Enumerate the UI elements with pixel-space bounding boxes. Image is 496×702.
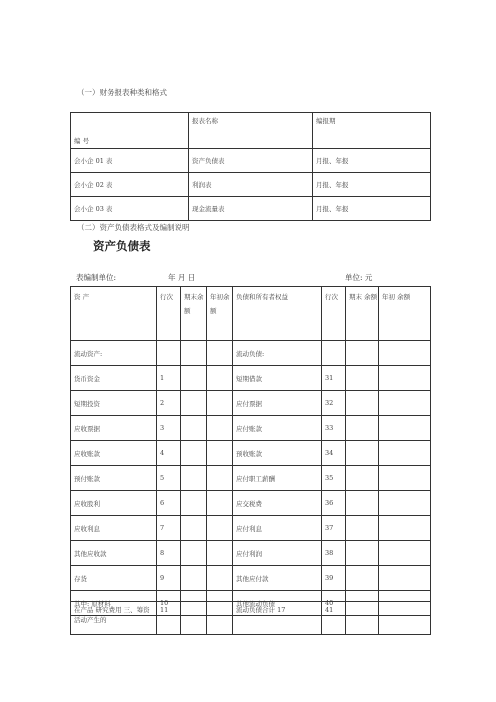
liability-cell: 其他应付款 bbox=[233, 566, 322, 591]
header-end-balance: 期末余额 bbox=[181, 287, 207, 341]
end-balance2-cell[interactable] bbox=[346, 416, 379, 441]
end-balance2-cell[interactable] bbox=[346, 541, 379, 566]
table-row bbox=[71, 491, 431, 516]
row-name: 资产负债表 bbox=[189, 149, 313, 173]
row-name: 现金流量表 bbox=[189, 197, 313, 221]
end-balance2-cell[interactable] bbox=[346, 366, 379, 391]
header-name: 报表名称 bbox=[189, 113, 313, 149]
asset-cell: 应收票据 bbox=[71, 416, 157, 441]
header-end-balance2: 期末 余额 bbox=[346, 287, 379, 341]
line-cell: 6 bbox=[157, 491, 181, 516]
line2-cell: 37 bbox=[322, 516, 346, 541]
line-cell: 8 bbox=[157, 541, 181, 566]
table-row bbox=[71, 602, 431, 635]
liability-cell: 应付利润 bbox=[233, 541, 322, 566]
end-balance2-cell[interactable] bbox=[346, 602, 379, 635]
asset-cell: 流动资产: bbox=[71, 341, 157, 366]
liability-cell: 短期借款 bbox=[233, 366, 322, 391]
liability-cell: 应付票据 bbox=[233, 391, 322, 416]
asset-cell: 其他应收款 bbox=[71, 541, 157, 566]
row-period: 月报、年报 bbox=[313, 197, 431, 221]
section2-title: （二）资产负债表格式及编制说明 bbox=[77, 223, 190, 232]
header-period: 编报期 bbox=[313, 113, 431, 149]
liability-cell: 应付利息 bbox=[233, 516, 322, 541]
begin-balance-cell[interactable] bbox=[207, 491, 233, 516]
table-row bbox=[71, 341, 431, 366]
line2-cell: 41 bbox=[322, 602, 346, 635]
asset-cell: 应收股利 bbox=[71, 491, 157, 516]
begin-balance2-cell[interactable] bbox=[379, 416, 431, 441]
section1-title: （一）财务报表种类和格式 bbox=[77, 88, 167, 97]
row-period: 月报、年报 bbox=[313, 173, 431, 197]
currency-label: 单位: 元 bbox=[345, 273, 373, 282]
begin-balance-cell[interactable] bbox=[207, 541, 233, 566]
liability-cell: 流动负债: bbox=[233, 341, 322, 366]
line-cell: 9 bbox=[157, 566, 181, 591]
row-name: 利润表 bbox=[189, 173, 313, 197]
header-code: 编 号 bbox=[71, 113, 189, 149]
row-code: 会小企 03 表 bbox=[71, 197, 189, 221]
end-balance2-cell[interactable] bbox=[346, 491, 379, 516]
line2-cell: 31 bbox=[322, 366, 346, 391]
liability-cell: 流动负债合计 17 bbox=[233, 602, 322, 635]
end-balance-cell[interactable] bbox=[181, 416, 207, 441]
end-balance2-cell[interactable] bbox=[346, 466, 379, 491]
line-cell bbox=[157, 341, 181, 366]
line-cell: 1 bbox=[157, 366, 181, 391]
begin-balance-cell[interactable] bbox=[207, 602, 233, 635]
line-cell: 5 bbox=[157, 466, 181, 491]
end-balance-cell[interactable] bbox=[181, 441, 207, 466]
table-row bbox=[71, 541, 431, 566]
line2-cell: 32 bbox=[322, 391, 346, 416]
end-balance2-cell[interactable] bbox=[346, 391, 379, 416]
begin-balance-cell[interactable] bbox=[207, 416, 233, 441]
row-period: 月报、年报 bbox=[313, 149, 431, 173]
liability-cell: 预收账款 bbox=[233, 441, 322, 466]
table-row bbox=[71, 149, 431, 173]
begin-balance2-cell[interactable] bbox=[379, 366, 431, 391]
asset-cell: 应收账款 bbox=[71, 441, 157, 466]
liability-cell: 其他流动负债 bbox=[233, 591, 322, 616]
line-cell: 7 bbox=[157, 516, 181, 541]
liability-cell: 应付账款 bbox=[233, 416, 322, 441]
line2-cell bbox=[322, 341, 346, 366]
asset-cell: 预付账款 bbox=[71, 466, 157, 491]
table-row bbox=[71, 441, 431, 466]
line-cell: 4 bbox=[157, 441, 181, 466]
end-balance2-cell[interactable] bbox=[346, 566, 379, 591]
table-row bbox=[71, 516, 431, 541]
begin-balance-cell[interactable] bbox=[207, 366, 233, 391]
end-balance2-cell[interactable] bbox=[346, 341, 379, 366]
date-label: 年 月 日 bbox=[168, 273, 196, 282]
row-code: 会小企 01 表 bbox=[71, 149, 189, 173]
asset-cell: 其中: 原材料 bbox=[71, 591, 157, 616]
line-cell: 3 bbox=[157, 416, 181, 441]
end-balance-cell[interactable] bbox=[181, 366, 207, 391]
asset-cell: 货币资金 bbox=[71, 366, 157, 391]
begin-balance-cell[interactable] bbox=[207, 391, 233, 416]
asset-cell: 在产品 研究费用 三、筹资活动产生的 bbox=[71, 602, 157, 635]
table-row bbox=[71, 391, 431, 416]
header-line2: 行次 bbox=[322, 287, 346, 341]
end-balance-cell[interactable] bbox=[181, 491, 207, 516]
begin-balance-cell[interactable] bbox=[207, 466, 233, 491]
line-cell: 2 bbox=[157, 391, 181, 416]
table-row bbox=[71, 366, 431, 391]
header-liability: 负债和所有者权益 bbox=[233, 287, 322, 341]
line2-cell: 36 bbox=[322, 491, 346, 516]
end-balance2-cell[interactable] bbox=[346, 441, 379, 466]
begin-balance2-cell[interactable] bbox=[379, 566, 431, 591]
balance-sheet-continued-table bbox=[70, 601, 431, 635]
begin-balance-cell[interactable] bbox=[207, 566, 233, 591]
end-balance-cell[interactable] bbox=[181, 541, 207, 566]
line2-cell: 33 bbox=[322, 416, 346, 441]
begin-balance2-cell[interactable] bbox=[379, 391, 431, 416]
line2-cell: 34 bbox=[322, 441, 346, 466]
end-balance-cell[interactable] bbox=[181, 341, 207, 366]
unit-label: 表编制单位: bbox=[76, 273, 117, 282]
end-balance2-cell[interactable] bbox=[346, 516, 379, 541]
sheet-title: 资产负债表 bbox=[93, 239, 151, 253]
end-balance-cell[interactable] bbox=[181, 391, 207, 416]
header-begin-balance2: 年初 余额 bbox=[379, 287, 431, 341]
end-balance-cell[interactable] bbox=[181, 602, 207, 635]
end-balance-cell[interactable] bbox=[181, 466, 207, 491]
table-row bbox=[71, 173, 431, 197]
begin-balance2-cell[interactable] bbox=[379, 341, 431, 366]
header-line: 行次 bbox=[157, 287, 181, 341]
begin-balance-cell[interactable] bbox=[207, 516, 233, 541]
line2-cell: 40 bbox=[322, 591, 346, 616]
asset-cell: 存货 bbox=[71, 566, 157, 591]
table-header-row bbox=[71, 287, 431, 341]
table-row bbox=[71, 197, 431, 221]
begin-balance2-cell[interactable] bbox=[379, 491, 431, 516]
line-cell: 11 bbox=[157, 602, 181, 635]
table-row bbox=[71, 416, 431, 441]
report-types-table bbox=[70, 112, 431, 221]
table-header-row bbox=[71, 113, 431, 149]
balance-sheet-table bbox=[70, 286, 431, 616]
liability-cell: 应交税费 bbox=[233, 491, 322, 516]
liability-cell: 应付职工薪酬 bbox=[233, 466, 322, 491]
end-balance-cell[interactable] bbox=[181, 516, 207, 541]
begin-balance2-cell[interactable] bbox=[379, 466, 431, 491]
line2-cell: 35 bbox=[322, 466, 346, 491]
header-begin-balance: 年初余额 bbox=[207, 287, 233, 341]
line-cell: 10 bbox=[157, 591, 181, 616]
end-balance-cell[interactable] bbox=[181, 566, 207, 591]
begin-balance2-cell[interactable] bbox=[379, 516, 431, 541]
asset-cell: 应收利息 bbox=[71, 516, 157, 541]
begin-balance2-cell[interactable] bbox=[379, 541, 431, 566]
row-code: 会小企 02 表 bbox=[71, 173, 189, 197]
line2-cell: 38 bbox=[322, 541, 346, 566]
table-row bbox=[71, 466, 431, 491]
begin-balance-cell[interactable] bbox=[207, 341, 233, 366]
asset-cell: 短期投资 bbox=[71, 391, 157, 416]
begin-balance-cell[interactable] bbox=[207, 441, 233, 466]
header-asset: 资 产 bbox=[71, 287, 157, 341]
line2-cell: 39 bbox=[322, 566, 346, 591]
begin-balance2-cell[interactable] bbox=[379, 602, 431, 635]
table-row bbox=[71, 566, 431, 591]
begin-balance2-cell[interactable] bbox=[379, 441, 431, 466]
